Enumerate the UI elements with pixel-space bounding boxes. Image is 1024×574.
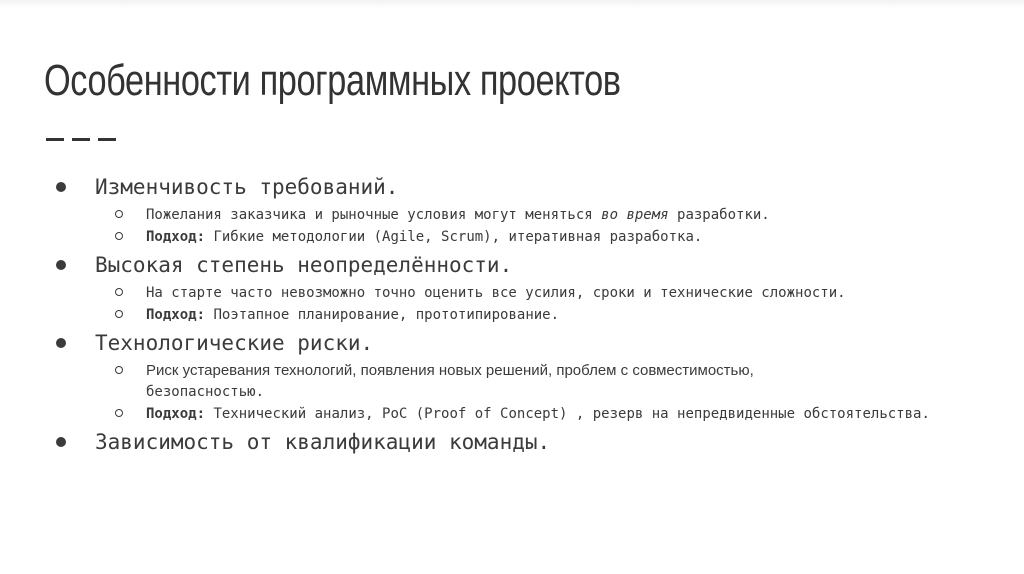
emphasis-text: во время xyxy=(601,207,669,223)
sub-item xyxy=(40,403,1000,425)
approach-text: Гибкие методологии (Agile, Scrum), итеративная разработка. xyxy=(213,229,703,245)
sub-item xyxy=(40,304,1000,326)
circle-bullet-icon xyxy=(115,288,123,296)
approach-label: Подход: xyxy=(146,307,206,323)
bullet-item xyxy=(40,248,1000,326)
circle-bullet-icon xyxy=(115,310,123,318)
bullet-item xyxy=(40,326,1000,425)
bullet-dot-icon xyxy=(56,338,66,348)
approach-text: Технический анализ, PoC (Proof of Concept) , резерв на непредвиденные обстоятельства. xyxy=(213,406,930,422)
circle-bullet-icon xyxy=(115,232,123,240)
circle-bullet-icon xyxy=(115,210,123,218)
bullet-item xyxy=(40,170,1000,248)
bullet-heading: Изменчивость требований. xyxy=(95,175,399,199)
sub-item-text xyxy=(146,406,930,422)
circle-bullet-icon xyxy=(115,366,123,374)
sub-item-text-sans: Риск устаревания технологий, появления новых решений, проблем с совместимостью, xyxy=(146,362,754,379)
sub-item xyxy=(40,204,1000,226)
bullet-heading: Высокая степень неопределённости. xyxy=(95,253,513,277)
sub-item xyxy=(40,226,1000,248)
bullet-heading: Зависимость от квалификации команды. xyxy=(95,430,551,454)
slide-title: Особенности программных проектов xyxy=(44,56,621,105)
circle-bullet-icon xyxy=(115,409,123,417)
sub-item-text: На старте часто невозможно точно оценить все усилия, сроки и технические сложности. xyxy=(146,285,846,301)
approach-label: Подход: xyxy=(146,406,206,422)
bullet-item xyxy=(40,425,1000,459)
sub-item-text xyxy=(146,229,702,245)
sub-text-part: разработки. xyxy=(668,207,770,223)
top-strip xyxy=(0,0,1024,8)
approach-label: Подход: xyxy=(146,229,206,245)
bullet-heading: Технологические риски. xyxy=(95,331,374,355)
sub-item-text xyxy=(146,307,559,323)
bullet-list xyxy=(40,170,1000,459)
sub-item-text: безопасностью. xyxy=(146,384,265,400)
sub-list xyxy=(40,204,1000,248)
sub-item xyxy=(40,282,1000,304)
title-separator xyxy=(46,138,116,141)
sub-list xyxy=(40,360,1000,425)
bullet-dot-icon xyxy=(56,437,66,447)
sub-text-part: Пожелания заказчика и рыночные условия могут меняться xyxy=(146,207,602,223)
bullet-dot-icon xyxy=(56,182,66,192)
sub-item xyxy=(40,360,1000,403)
sub-item-text xyxy=(146,207,770,223)
bullet-dot-icon xyxy=(56,260,66,270)
approach-text: Поэтапное планирование, прототипирование. xyxy=(213,307,560,323)
sub-list xyxy=(40,282,1000,326)
